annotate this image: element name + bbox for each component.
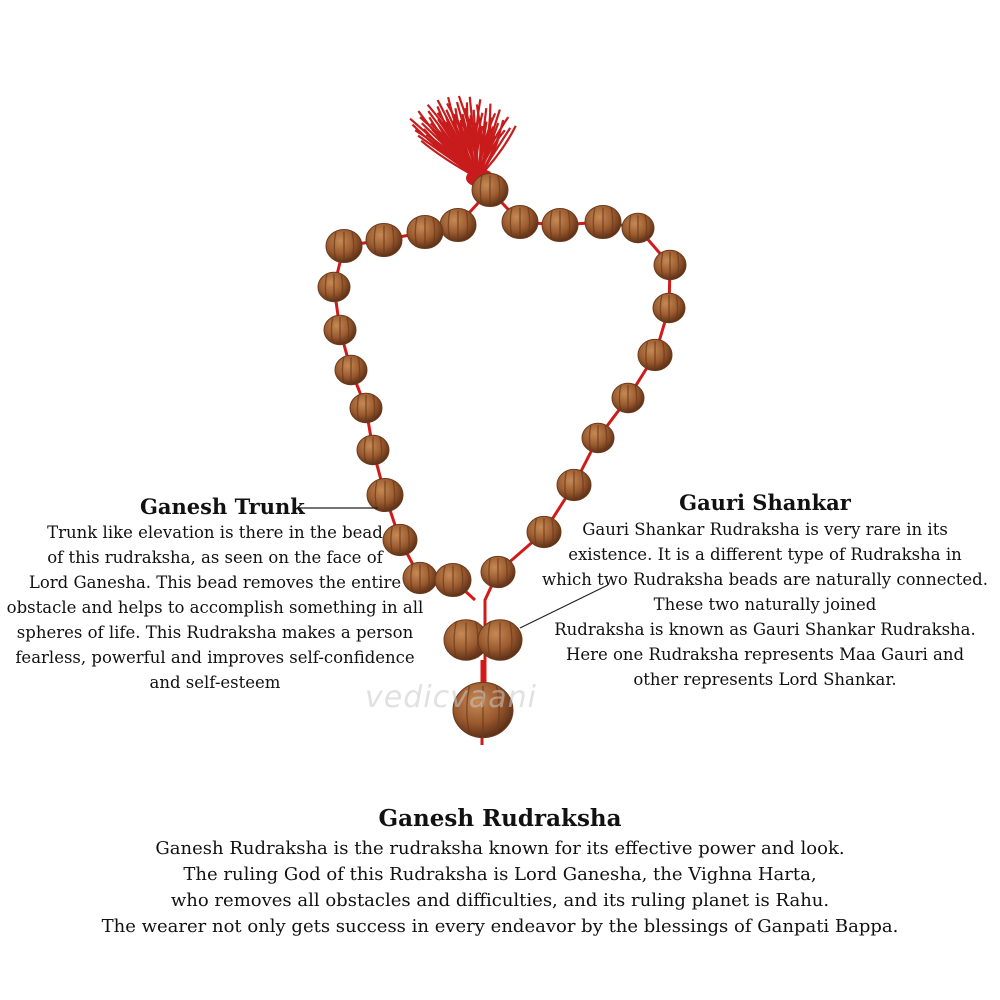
rudraksha-bead bbox=[407, 215, 443, 248]
rudraksha-bead bbox=[326, 229, 362, 262]
rudraksha-bead bbox=[357, 435, 389, 464]
rudraksha-bead bbox=[318, 272, 350, 301]
gauri-shankar-line: existence. It is a different type of Rudraksha in bbox=[568, 545, 962, 564]
gauri-shankar-bead-right bbox=[478, 620, 522, 660]
rudraksha-bead bbox=[638, 339, 672, 370]
rudraksha-bead bbox=[653, 293, 685, 322]
ganesh-rudraksha-line: The ruling God of this Rudraksha is Lord Ganesha, the Vighna Harta, bbox=[183, 864, 817, 885]
ganesh-rudraksha-title: Ganesh Rudraksha bbox=[378, 805, 622, 832]
ganesh-trunk-description bbox=[0, 520, 430, 695]
rudraksha-bead bbox=[324, 315, 356, 344]
gauri-shankar-section bbox=[535, 490, 995, 692]
gauri-shankar-description bbox=[535, 517, 995, 692]
ganesh-rudraksha-description bbox=[40, 836, 960, 940]
rudraksha-bead bbox=[481, 556, 515, 587]
gauri-shankar-title: Gauri Shankar bbox=[679, 490, 851, 515]
ganesh-trunk-section bbox=[0, 494, 430, 695]
ganesh-trunk-line: of this rudraksha, as seen on the face of bbox=[47, 548, 383, 567]
rudraksha-bead bbox=[622, 213, 654, 242]
gauri-shankar-line: which two Rudraksha beads are naturally connected. bbox=[542, 570, 988, 589]
rudraksha-bead bbox=[612, 383, 644, 412]
watermark-logo: vedicvaani bbox=[365, 680, 537, 715]
rudraksha-bead bbox=[542, 208, 578, 241]
ganesh-trunk-line: fearless, powerful and improves self-confidence bbox=[15, 648, 415, 667]
gauri-shankar-line: Here one Rudraksha represents Maa Gauri and bbox=[565, 645, 965, 664]
rudraksha-bead bbox=[472, 173, 508, 206]
ganesh-trunk-title: Ganesh Trunk bbox=[140, 494, 305, 519]
ganesh-trunk-line: and self-esteem bbox=[149, 673, 281, 692]
red-tassel bbox=[410, 96, 516, 187]
rudraksha-bead bbox=[654, 250, 686, 279]
rudraksha-bead bbox=[502, 205, 538, 238]
ganesh-trunk-line: Trunk like elevation is there in the bead bbox=[47, 523, 383, 542]
gauri-shankar-line: other represents Lord Shankar. bbox=[633, 670, 897, 689]
gauri-shankar-line: Gauri Shankar Rudraksha is very rare in its bbox=[582, 520, 948, 539]
ganesh-trunk-line: obstacle and helps to accomplish something in all bbox=[6, 598, 424, 617]
ganesh-trunk-line: spheres of life. This Rudraksha makes a person bbox=[16, 623, 414, 642]
rudraksha-bead bbox=[335, 355, 367, 384]
rudraksha-bead bbox=[585, 205, 621, 238]
ganesh-rudraksha-line: The wearer not only gets success in every endeavor by the blessings of Ganpati Bappa. bbox=[101, 916, 899, 937]
gauri-shankar-line: Rudraksha is known as Gauri Shankar Rudraksha. bbox=[554, 620, 976, 639]
rudraksha-bead bbox=[440, 208, 476, 241]
ganesh-trunk-line: Lord Ganesha. This bead removes the entire bbox=[28, 573, 402, 592]
rudraksha-bead bbox=[350, 393, 382, 422]
rudraksha-bead bbox=[582, 423, 614, 452]
ganesh-rudraksha-line: who removes all obstacles and difficulties, and its ruling planet is Rahu. bbox=[170, 890, 830, 911]
ganesh-rudraksha-section bbox=[40, 804, 960, 940]
gauri-shankar-line: These two naturally joined bbox=[653, 595, 877, 614]
ganesh-rudraksha-line: Ganesh Rudraksha is the rudraksha known for its effective power and look. bbox=[155, 838, 845, 859]
rudraksha-bead bbox=[435, 563, 471, 596]
rudraksha-bead bbox=[366, 223, 402, 256]
